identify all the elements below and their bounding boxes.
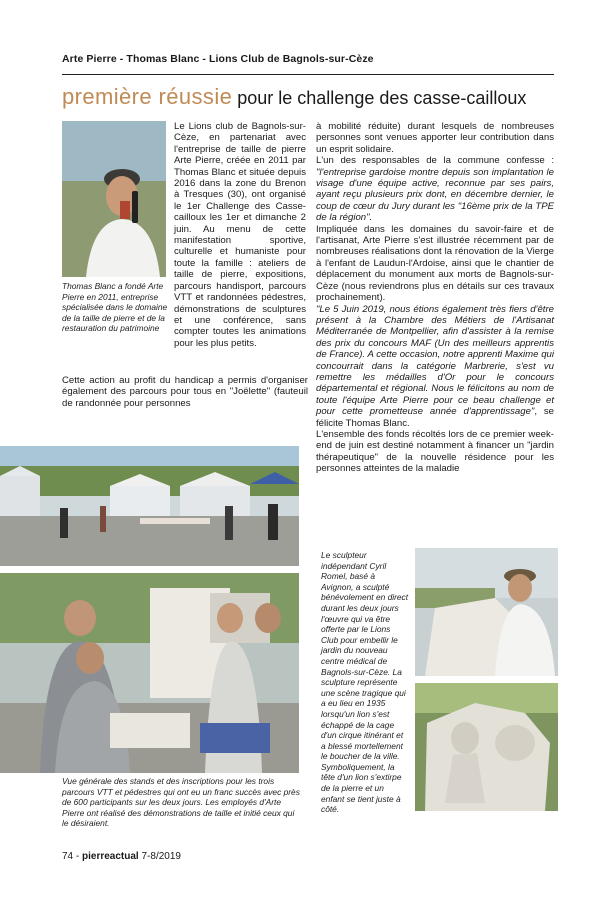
caption-sculptor: Le sculpteur indépendant Cyril Romel, basé à Avignon, a sculpté bénévolement en direct durant les deux jours l'œuvre qui va être offerte par le Lions Club pour embellir le jardin du nouveau centre médical de Bagnols-sur-Cèze. La sculpture représente une scène tragique qui a eu lieu en 1935 lorsqu'un lion s'est échappé de la cage d'un cirque itinérant et a blessé mortellement le boucher de la ville. Symboliquement, la tête d'un lion s'extirpe de la pierre et un enfant se tient juste à côté. [321, 550, 409, 815]
page-number: 74 - [62, 851, 83, 862]
column-1-bottom [62, 375, 308, 409]
rubric: Arte Pierre - Thomas Blanc - Lions Club de Bagnols-sur-Cèze [62, 53, 374, 65]
photo-sculpture [415, 683, 558, 811]
col2-para4-quote: "Le 5 Juin 2019, nous étions également très fiers d'être présent à la Chambre des Métiers de l'Artisanat Méditerranée de Montpellier, afin d'assister à la remise des prix du concours MAF (Un des meilleurs apprentis de France). A cette occasion, notre apprenti Maxime qui concourrait dans la catégorie Marbrerie, s'est vu remettre les médailles d'Or pour le concours départemental et régional. Nous le félicitons au nom de toute l'équipe Arte Pierre pour ce beau challenge et pour cette prometteuse année d'apprentissage" [316, 303, 554, 418]
caption-portrait: Thomas Blanc a fondé Arte Pierre en 2011, entreprise spécialisée dans le domaine de la taille de pierre et de la restauration du patrimoine [62, 281, 168, 334]
col2-para2-quote: "l'entreprise gardoise montre depuis son implantation le visage d'une équipe active, reconnue par ses pairs, ayant reçu plusieurs prix dont, en décembre dernier, le coup de cœur du Jury durant les "16ème prix de la TPE de la région". [316, 166, 554, 224]
headline-highlight: première réussie [62, 84, 233, 109]
headline-rest: pour le challenge des casse-cailloux [232, 88, 527, 108]
photo-stands [0, 446, 299, 566]
photo-thomas-blanc [62, 121, 166, 277]
column-1-top [174, 121, 306, 349]
col1-para2: Cette action au profit du handicap a permis d'organiser également des parcours pour tous en "Joëlette" (fauteuil de randonnée pour personnes [62, 375, 308, 409]
col2-para2-lead: L'un des responsables de la commune confesse : [316, 155, 554, 167]
column-2 [316, 121, 554, 475]
issue-date: 7-8/2019 [138, 851, 181, 862]
col2-para3: Impliquée dans les domaines du savoir-faire et de l'artisanat, Arte Pierre s'est illustrée récemment par de nombreuses réalisations dont la rénovation de la Vierge à l'enfant de Laudun-l'Ardoise, ainsi que le chantier de déplacement du monument aux morts de Bagnols-sur-Cèze (nous reviendrons plus en détails sur ces travaux prochainement). [316, 223, 554, 304]
caption-stands: Vue générale des stands et des inscriptions pour les trois parcours VTT et pédestres qui ont eu un franc succès avec près de 600 participants sur les deux jours. Les employés d'Arte Pierre ont réalisé des démonstrations de taille et initié ceux qui le désiraient. [62, 776, 300, 829]
photo-sculptor [415, 548, 558, 676]
col2-para1: à mobilité réduite) durant lesquels de nombreuses personnes sont venues apporter leur contribution dans un esprit solidaire. [316, 121, 554, 155]
col2-para5: L'ensemble des fonds récoltés lors de ce premier week-end de juin est destiné notamment à financer un "jardin thérapeutique" de la nouvelle résidence pour les personnes atteintes de la maladie [316, 428, 554, 475]
rubric-rule [62, 74, 554, 75]
col2-para4-tail: , se félicite Thomas Blanc. [316, 406, 554, 429]
headline [62, 84, 562, 110]
col1-para1: Le Lions club de Bagnols-sur-Cèze, en partenariat avec l'entreprise de taille de pierre Arte Pierre, créée en 2011 par Thomas Blanc et située depuis 2016 dans la zone du Brenon à Tresques (30), ont organisé le 1er Challenge des Casse-cailloux les 1er et dimanche 2 juin. Au menu de cette manifestation sportive, culturelle et humaniste pour toute la famille : ateliers de taille de pierre, expositions, parcours handisport, parcours VTT et randonnées pédestres, démonstrations de sculptures et une conférence, sans compter toutes les animations pour les plus petits. [174, 121, 306, 349]
magazine-name: pierreactual [82, 851, 139, 862]
page-footer [62, 851, 181, 862]
photo-workers [0, 573, 299, 773]
